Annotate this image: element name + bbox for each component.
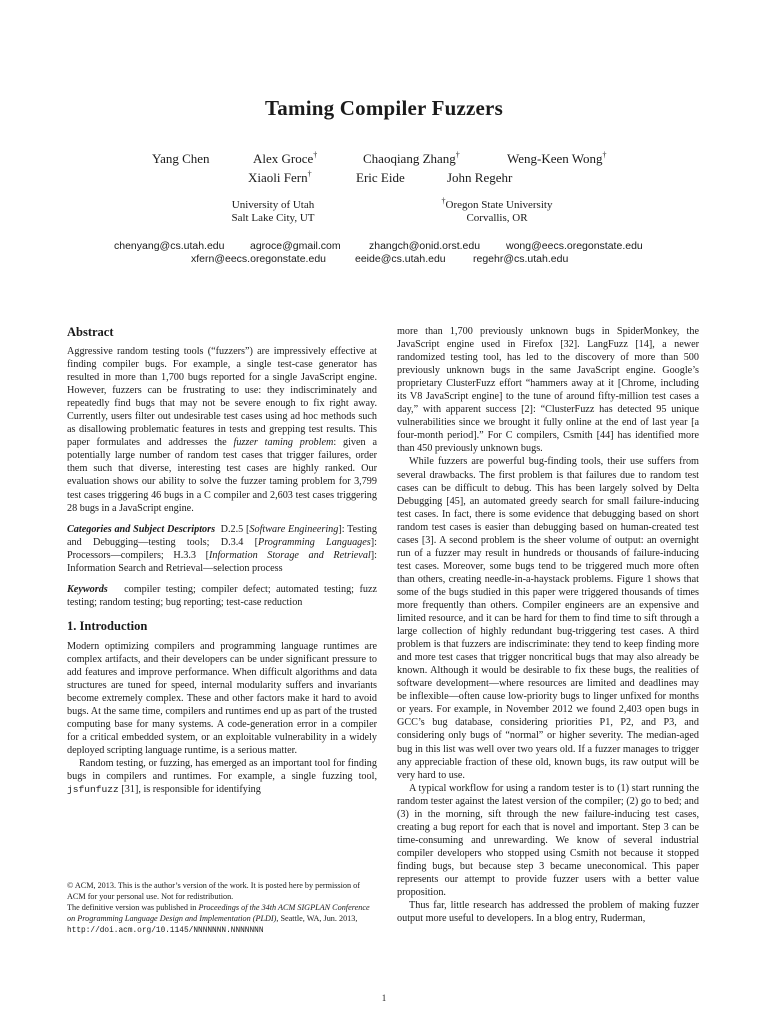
page-number: 1	[381, 993, 387, 1003]
email-address: wong@eecs.oregonstate.edu	[506, 240, 643, 252]
body-paragraph: more than 1,700 previously unknown bugs in SpiderMonkey, the JavaScript engine used in Firefox [32]. LangFuzz [14], a newer randomized testing tool, has led to the discovery of more than 500 previously unknown bugs in the same JavaScript engine. Google’s proprietary ClusterFuzz effort “hammers away at it [Chrome, including its V8 JavaScript engine] to the tune of around fifty-million test cases a day,” with apparent success [2]: “ClusterFuzz has detected 95 unique vulnerabilities since we brought it fully online at the end of last year [a four-month period].” For C compilers, Csmith [44] has identified more than 450 previously unknown bugs.	[397, 326, 699, 455]
email-address: regehr@cs.utah.edu	[473, 253, 569, 265]
left-column	[67, 325, 377, 796]
code-jsfunfuzz: jsfunfuzz	[67, 784, 119, 796]
introduction-heading: 1. Introduction	[67, 618, 148, 633]
dagger-mark: †	[455, 150, 460, 160]
author-name: Chaoqiang Zhang†	[363, 150, 460, 166]
intro-paragraph: Modern optimizing compilers and programming language runtimes are complex artifacts, and their developers can be under significant pressure to add features and improve performance. When difficult algorithms and data structures are tuned for speed, internal modularity suffers and invariants become extremely complex. These and other factors make it hard to avoid bugs. At the same time, compilers and runtimes end up as part of the trusted computing base for many systems. A code-generation error in a compiler for a critical embedded system, or an exploitable vulnerability in a widely deployed scripting language runtime, is a serious matter.	[67, 640, 377, 757]
doi-link[interactable]: http://doi.acm.org/10.1145/NNNNNNN.NNNNNNN	[67, 927, 264, 935]
email-address: xfern@eecs.oregonstate.edu	[191, 253, 326, 265]
affiliation-utah: University of Utah Salt Lake City, UT	[231, 199, 315, 224]
keywords: Keywords compiler testing; compiler defect; automated testing; fuzz testing; random testing; bug reporting; test-case reduction	[67, 583, 377, 608]
categories-descriptors: Categories and Subject Descriptors D.2.5 [Software Engineering]: Testing and Debugging—testing tools; D.3.4 [Programming Languages]: Processors—compilers; H.3.3 [Information Storage and Retrieval]: Information Search and Retrieval—selection process	[67, 523, 377, 574]
email-address: zhangch@onid.orst.edu	[369, 240, 481, 252]
author-name: Xiaoli Fern†	[248, 169, 312, 185]
copyright-icon: ©	[67, 881, 74, 890]
author-name: John Regehr	[447, 170, 513, 185]
author-name: Yang Chen	[152, 151, 210, 166]
body-paragraph: Thus far, little research has addressed the problem of making fuzzer output more useful to developers. In a blog entry, Ruderman,	[397, 900, 699, 925]
abstract-text: Aggressive random testing tools (“fuzzers”) are impressively effective at finding compiler bugs. For example, a single test-case generator has resulted in more than 1,700 bugs reported for a single JavaScript engine. However, fuzzers can be frustrating to use: they indiscriminately and repeatedly find bugs that may not be severe enough to fix right away. Currently, users filter out undesirable test cases using ad hoc methods such as disallowing problematic features in tests and grepping test results. This paper formulates and addresses the fuzzer taming problem: given a potentially large number of random test cases that trigger failures, order them such that diverse, interesting test cases are highly ranked. Our evaluation shows our ability to solve the fuzzer taming problem for 3,799 test cases triggering 46 bugs in a C compiler and 2,603 test cases triggering 28 bugs in a JavaScript engine.	[67, 346, 377, 514]
right-column	[397, 325, 699, 925]
dagger-mark: †	[602, 150, 607, 160]
author-name: Eric Eide	[356, 170, 405, 185]
body-paragraph: While fuzzers are powerful bug-finding tools, their use suffers from several drawbacks. The first problem is that failures due to random test cases can be difficult to debug. This has been largely solved by Delta Debugging [45], an automated greedy search for small failure-inducing test cases. In fact, there is some evidence that debugging based on short random test cases is easier than debugging based on human-created test cases [3]. A second problem is the sheer volume of output: an overnight run of a fuzzer may result in hundreds or thousands of failure-inducing test cases. Moreover, some bugs tend to be triggered much more often than others, creating needle-in-a-haystack problems. Figure 1 shows that some of the bugs studied in this paper were triggered thousands of times more frequently than others. Compiler engineers are an expensive and limited resource, and it can be hard for them to find time to sift through a large collection of highly redundant bug-triggering test cases. A third problem is that fuzzers are indiscriminate: they tend to keep finding more and more test cases that trigger noncritical bugs that may also already be known. Although it would be desirable to fix these bugs, the realities of software development—where resources are limited and deadlines may be inflexible—often cause low-priority bugs to linger unfixed for months or years. For example, in November 2012 we found 2,403 open bugs in GCC’s bug database, considering priorities P1, P2, and P3, and considering only bugs of “normal” or higher severity. The median-aged bug in this list was well over two years old. If a fuzzer manages to trigger any appreciable fraction of these old, known bugs, its raw output will be very hard to use.	[397, 456, 699, 781]
dagger-mark: †	[307, 169, 312, 179]
author-name: Weng-Keen Wong†	[507, 150, 607, 166]
author-name: Alex Groce†	[253, 150, 318, 166]
email-address: agroce@gmail.com	[250, 240, 341, 252]
body-paragraph: A typical workflow for using a random tester is to (1) start running the random tester against the latest version of the compiler; (2) go to bed; and (3) in the morning, sift through the new failure-inducing test cases, creating a bug report for each that is novel and important. Step 3 can be time-consuming and unrewarding. We know of several industrial compiler developers who stopped using Csmith not because it stopped finding bugs, but because step 3 became uneconomical. This paper represents our attempt to provide fuzzer users with a better value proposition.	[397, 782, 699, 899]
paper-title: Taming Compiler Fuzzers	[265, 96, 503, 120]
intro-paragraph: Random testing, or fuzzing, has emerged as an important tool for finding bugs in compilers and runtimes. For example, a single fuzzing tool, jsfunfuzz [31], is responsible for identifying	[67, 758, 377, 796]
email-address: eeide@cs.utah.edu	[355, 253, 446, 265]
copyright-footnote: © ACM, 2013. This is the author’s version of the work. It is posted here by permission of ACM for your personal use. Not for redistribution. The definitive version was published in Proceedings of the 34th ACM SIGPLAN Conference on Programming Language Design and Implementation (PLDI), Seattle, WA, Jun. 2013, http://doi.acm.org/10.1145/NNNNNNN.NNNNNNN	[67, 881, 370, 935]
abstract-heading: Abstract	[67, 325, 114, 339]
affiliation-osu: †Oregon State University Corvallis, OR	[441, 196, 553, 224]
email-address: chenyang@cs.utah.edu	[114, 240, 225, 252]
dagger-mark: †	[313, 150, 318, 160]
